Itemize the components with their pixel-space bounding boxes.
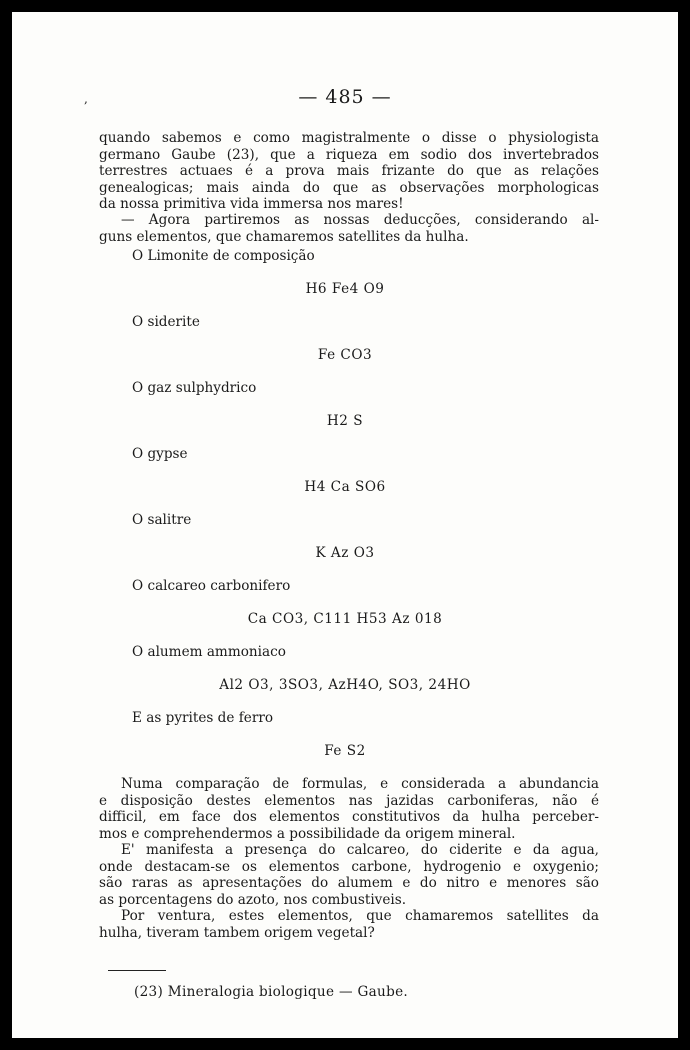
text-line: Numa comparação de formulas, e considerada a abundancia xyxy=(121,776,599,792)
compound-label-calcareo: O calcareo carbonifero xyxy=(132,578,291,594)
text-line: E' manifesta a presença do calcareo, do ciderite e da agua, xyxy=(121,842,599,858)
compound-label-siderite: O siderite xyxy=(132,314,200,330)
text-line: difficil, em face dos elementos constitutivos da hulha perceber- xyxy=(99,809,599,825)
formula-siderite: Fe CO3 xyxy=(317,347,373,363)
compound-label-gypse: O gypse xyxy=(132,446,188,462)
text-line: mos e comprehendermos a possibilidade da origem mineral. xyxy=(99,825,516,842)
footnote: (23) Mineralogia biologique — Gaube. xyxy=(134,984,409,1000)
compound-label-gaz-sulphydrico: O gaz sulphydrico xyxy=(132,380,257,396)
page-number: — 485 — xyxy=(298,86,392,108)
paragraph-2 xyxy=(99,212,599,245)
text-line: guns elementos, que chamaremos satellites da hulha. xyxy=(99,228,469,245)
compound-label-limonite: O Limonite de composição xyxy=(132,248,315,264)
text-line: — Agora partiremos as nossas deducções, considerando al- xyxy=(121,212,599,228)
book-page xyxy=(12,12,678,1038)
compound-label-alumem: O alumem ammoniaco xyxy=(132,644,286,660)
formula-gaz-sulphydrico: H2 S xyxy=(326,413,364,429)
footnote-separator xyxy=(108,970,166,971)
text-line: as porcentagens do azoto, nos combustiveis. xyxy=(99,891,407,908)
text-line: terrestres actuaes é a prova mais frizante do que as relações xyxy=(99,163,599,179)
text-line: hulha, tiveram tambem origem vegetal? xyxy=(99,924,375,941)
text-line: quando sabemos e como magistralmente o disse o physiologista xyxy=(99,130,599,146)
formula-pyrites: Fe S2 xyxy=(324,743,366,759)
formula-salitre: K Az O3 xyxy=(315,545,375,561)
text-line: Por ventura, estes elementos, que chamaremos satellites da xyxy=(121,908,599,924)
compound-label-pyrites: E as pyrites de ferro xyxy=(132,710,274,726)
formula-limonite: H6 Fe4 O9 xyxy=(305,281,385,297)
paragraph-1 xyxy=(99,130,599,213)
paragraph-5 xyxy=(99,908,599,941)
compound-label-salitre: O salitre xyxy=(132,512,192,528)
paragraph-4 xyxy=(99,842,599,908)
paragraph-3 xyxy=(99,776,599,842)
text-line: germano Gaube (23), que a riqueza em sodio dos invertebrados xyxy=(99,146,599,163)
text-line: genealogicas; mais ainda do que as observações morphologicas xyxy=(99,179,599,196)
text-line: e disposição destes elementos nas jazidas carboniferas, não é xyxy=(99,792,599,809)
text-line: onde destacam-se os elementos carbone, hydrogenio e oxygenio; xyxy=(99,858,599,875)
formula-gypse: H4 Ca SO6 xyxy=(304,479,386,495)
text-line: são raras as apresentações do alumem e do nitro e menores são xyxy=(99,875,599,891)
formula-calcareo: Ca CO3, C111 H53 Az 018 xyxy=(247,611,443,627)
margin-mark: , xyxy=(84,92,88,106)
formula-alumem: Al2 O3, 3SO3, AzH4O, SO3, 24HO xyxy=(219,677,471,693)
text-line: da nossa primitiva vida immersa nos mares! xyxy=(99,196,404,212)
